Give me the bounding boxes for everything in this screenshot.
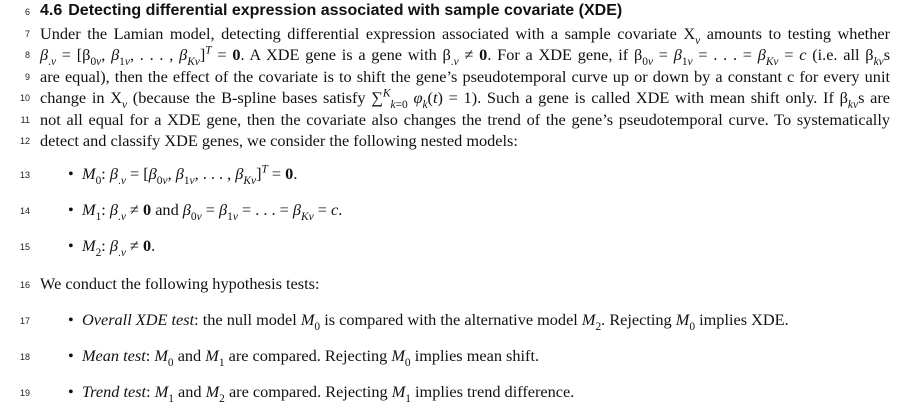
line-number: 7 [24,29,30,39]
model-item: • $M_0$: $\beta_{.v} = [\beta_{0v}$, $\beta_{1v}$, . . . , $\beta_{Kv}]^T = 0$. [68,163,298,188]
paragraph-line: Under the Lamian model, detecting differential expression associated with a sample covariate $X_v$ amounts to testing whether [40,24,890,48]
section-number: 4.6 [40,2,63,19]
paragraph-line: $\beta_{.v} = [\beta_{0v}$, $\beta_{1v}$, . . . , $\beta_{Kv}]^T = 0$. A XDE gene is a gene with $\beta_{.v} \ne 0$. For a XDE gene, if $\beta_{0v} = \beta_{1v}$ = . . . = $\beta_{Kv} = c$ (i.e. all $\beta_{kv}s$ [40,44,891,69]
line-number: 10 [19,93,30,103]
paragraph-line: not all equal for a XDE gene, then the covariate also changes the trend of the gene’s pseudotemporal curve. To systematically [40,110,890,129]
line-number: 17 [19,316,30,326]
test-item: • Mean test: $M_0$ and $M_1$ are compared. Rejecting $M_0$ implies mean shift. [68,346,540,370]
math-expression: $\beta_{.v}$ [40,45,57,69]
paragraph-line: detect and classify XDE genes, we consider the following nested models: [40,131,518,150]
section-title: Detecting differential expression associated with sample covariate (XDE) [68,2,623,19]
paragraph-line: are equal), then the effect of the covariate is to shift the gene’s pseudotemporal curve up or down by a constant c for every unit [40,67,890,86]
line-number: 15 [19,242,30,252]
line-number: 8 [24,50,30,60]
line-number: 18 [19,352,30,362]
test-item: • Overall XDE test: the null model $M_0$ is compared with the alternative model $M_2$. Rejecting $M_0$ implies XDE. [68,310,789,334]
line-number: 13 [19,170,30,180]
line-number: 14 [19,206,30,216]
line-number: 16 [19,280,30,290]
line-number: 11 [20,115,30,125]
model-item: • $M_1$: $\beta_{.v} \ne 0$ and $\beta_{0v} = \beta_{1v}$ = . . . = $\beta_{Kv} = c$. [68,200,343,224]
sum-expression: ∑$^K_{k=0}$ $\varphi_k(t)$ [371,87,443,112]
line-number: 19 [19,388,30,398]
test-item: • Trend test: $M_1$ and $M_2$ are compared. Rejecting $M_1$ implies trend difference. [68,382,575,406]
line-number: 12 [19,136,30,146]
model-item: • $M_2$: $\beta_{.v} \ne 0$. [68,236,156,260]
line-number: 9 [24,72,30,82]
line-number: 6 [24,7,30,17]
paragraph-line: change in $X_v$ (because the B-spline bases satisfy ∑$^K_{k=0}$ $\varphi_k(t) = 1$). Such a gene is called XDE with mean shift only. If $\beta_{kv}s$ are [40,87,891,112]
paragraph-line: We conduct the following hypothesis tests: [40,274,320,293]
section-heading [40,2,890,20]
